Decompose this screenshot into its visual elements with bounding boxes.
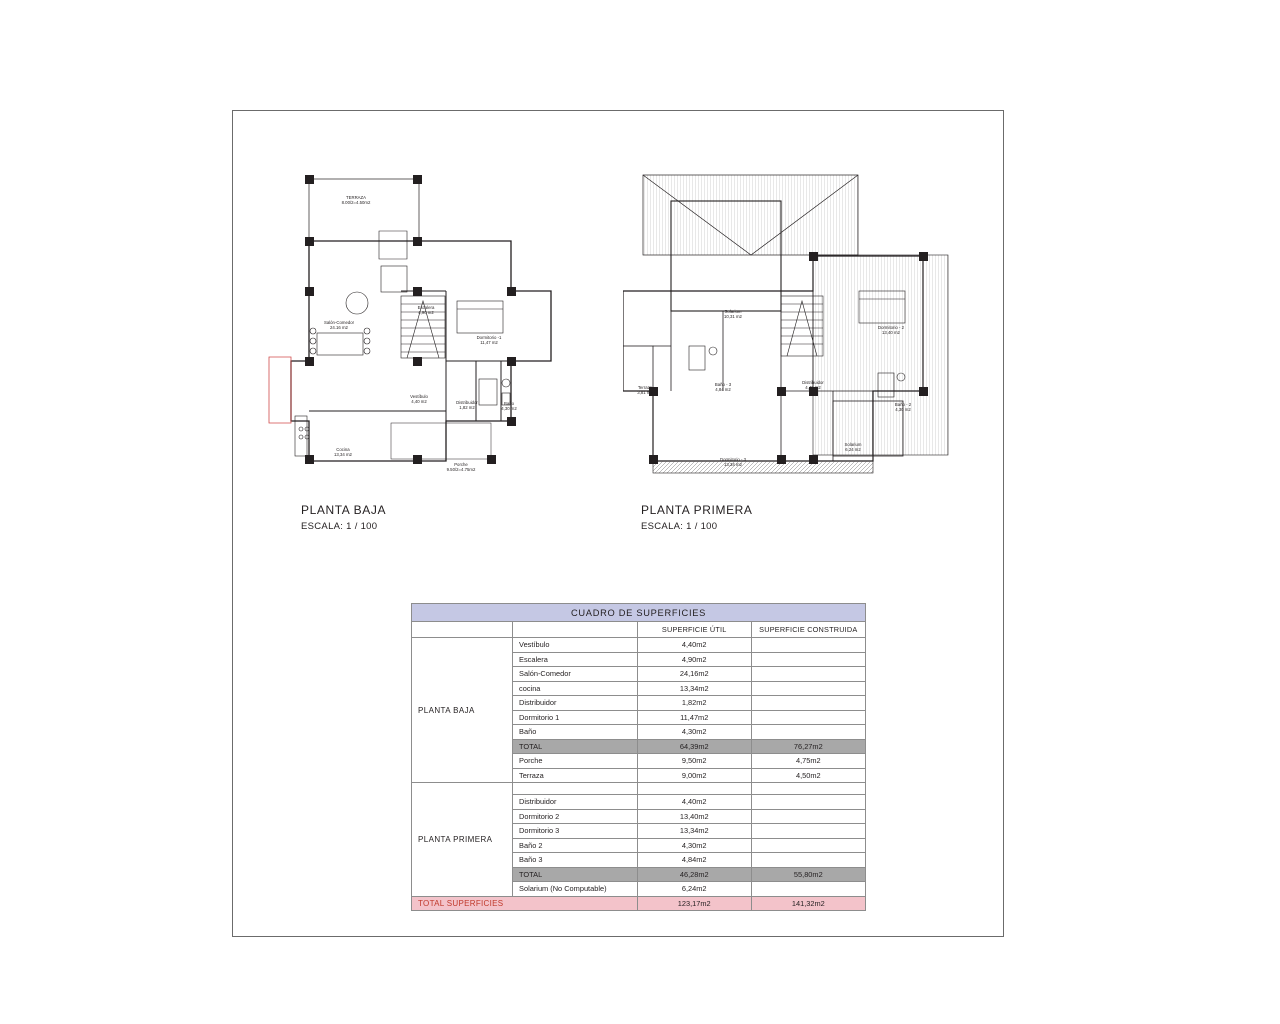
row-label-cell: Distribuidor: [513, 696, 638, 711]
row-label-cell: Escalera: [513, 652, 638, 667]
room-label: Solarium 10,31 m2: [724, 309, 742, 319]
room-label: Baño 4,30 m2: [501, 401, 517, 411]
superficie-util-cell: 1,82m2: [637, 696, 751, 711]
superficie-util-cell: 13,34m2: [637, 681, 751, 696]
room-label: Escalera 4,90 m2: [417, 305, 435, 315]
room-label: Distribuidor 4,40 m2: [802, 380, 824, 390]
room-label: Dormitorio -1 11,47 m2: [476, 335, 502, 345]
row-label-cell: [513, 783, 638, 795]
superficie-util-cell: 9,00m2: [637, 768, 751, 783]
row-label-cell: TOTAL: [513, 739, 638, 754]
row-label-cell: Distribuidor: [513, 795, 638, 810]
superficie-construida-cell: 55,80m2: [751, 867, 865, 882]
room-label: Salón-Comedor 24.16 m2: [323, 320, 355, 330]
superficie-construida-cell: [751, 638, 865, 653]
row-label-cell: TOTAL: [513, 867, 638, 882]
table-row: [412, 638, 866, 653]
superficie-util-cell: 64,39m2: [637, 739, 751, 754]
row-label-cell: Vestíbulo: [513, 638, 638, 653]
superficie-construida-cell: 4,50m2: [751, 768, 865, 783]
room-label: Terraza 3,81 m2: [637, 385, 653, 395]
room-label: Distribuidor 1,82 m2: [456, 400, 478, 410]
superficie-construida-cell: [751, 696, 865, 711]
superficie-construida-cell: [751, 667, 865, 682]
floor-name-cell: PLANTA BAJA: [412, 638, 513, 783]
superficie-util-cell: 4,40m2: [637, 638, 751, 653]
room-label: TERRAZA 8.00/2=4.50m2: [341, 195, 371, 205]
row-label-cell: Solarium (No Computable): [513, 882, 638, 897]
superficie-util-cell: 46,28m2: [637, 867, 751, 882]
floorplan-planta-primera: [623, 161, 963, 532]
superficie-util-cell: 4,40m2: [637, 795, 751, 810]
planta-primera-scale: ESCALA: 1 / 100: [641, 521, 718, 532]
room-label: Cocina 13,34 m2: [334, 447, 352, 457]
planta-baja-scale: ESCALA: 1 / 100: [301, 521, 378, 532]
superficie-util-cell: 11,47m2: [637, 710, 751, 725]
grand-total-util: 123,17m2: [637, 896, 751, 911]
table-column-header-row: [412, 622, 866, 638]
room-label: Vestíbulo 4,40 m2: [410, 394, 428, 404]
row-label-cell: Baño 2: [513, 838, 638, 853]
room-label: Dormitorio - 3 13,34 m2: [719, 457, 747, 467]
superficie-construida-cell: [751, 795, 865, 810]
superficie-construida-cell: [751, 824, 865, 839]
superficie-util-cell: 13,34m2: [637, 824, 751, 839]
row-label-cell: Dormitorio 2: [513, 809, 638, 824]
row-label-cell: Baño: [513, 725, 638, 740]
superficie-util-cell: 13,40m2: [637, 809, 751, 824]
row-label-cell: Salón-Comedor: [513, 667, 638, 682]
room-label: Baño - 3 4,84 m2: [714, 382, 732, 392]
col-superficie-construida: SUPERFICIE CONSTRUIDA: [751, 622, 865, 638]
superficie-util-cell: 4,90m2: [637, 652, 751, 667]
superficie-util-cell: 4,30m2: [637, 725, 751, 740]
col-blank-1: [412, 622, 513, 638]
table-title: CUADRO DE SUPERFICIES: [412, 604, 866, 622]
row-label-cell: Dormitorio 3: [513, 824, 638, 839]
superficie-construida-cell: 76,27m2: [751, 739, 865, 754]
row-label-cell: cocina: [513, 681, 638, 696]
superficie-util-cell: 6,24m2: [637, 882, 751, 897]
room-label: Baño - 2 4,30 m2: [894, 402, 912, 412]
superficie-construida-cell: [751, 725, 865, 740]
room-label: Dormitorio - 2 13,40 m2: [877, 325, 905, 335]
room-label: Porche 9.50/2=4.75m2: [446, 462, 476, 472]
superficie-construida-cell: [751, 809, 865, 824]
floor-name-cell: PLANTA PRIMERA: [412, 783, 513, 897]
superficie-util-cell: 4,84m2: [637, 853, 751, 868]
planta-baja-room-labels: [324, 195, 517, 472]
row-label-cell: Porche: [513, 754, 638, 769]
superficie-construida-cell: [751, 710, 865, 725]
grand-total-construida: 141,32m2: [751, 896, 865, 911]
row-label-cell: Baño 3: [513, 853, 638, 868]
planta-baja-title: PLANTA BAJA: [301, 503, 387, 517]
table-row: [412, 783, 866, 795]
col-superficie-util: SUPERFICIE ÚTIL: [637, 622, 751, 638]
row-label-cell: Dormitorio 1: [513, 710, 638, 725]
row-label-cell: Terraza: [513, 768, 638, 783]
superficie-util-cell: 24,16m2: [637, 667, 751, 682]
superficie-util-cell: 4,30m2: [637, 838, 751, 853]
superficie-construida-cell: [751, 882, 865, 897]
superficie-construida-cell: [751, 783, 865, 795]
superficie-construida-cell: [751, 681, 865, 696]
drawing-sheet: [232, 110, 1004, 937]
planta-primera-title: PLANTA PRIMERA: [641, 503, 753, 517]
superficie-util-cell: 9,50m2: [637, 754, 751, 769]
superficie-util-cell: [637, 783, 751, 795]
room-label: Solarium 6,24 m2: [844, 442, 862, 452]
table-body: [412, 638, 866, 911]
superficie-construida-cell: [751, 853, 865, 868]
superficie-construida-cell: [751, 838, 865, 853]
col-blank-2: [513, 622, 638, 638]
superficie-construida-cell: 4,75m2: [751, 754, 865, 769]
floorplan-planta-baja: [261, 161, 591, 532]
grand-total-label: TOTAL SUPERFICIES: [412, 896, 638, 911]
superficie-construida-cell: [751, 652, 865, 667]
grand-total-row: [412, 896, 866, 911]
cuadro-de-superficies-table: [411, 603, 866, 911]
